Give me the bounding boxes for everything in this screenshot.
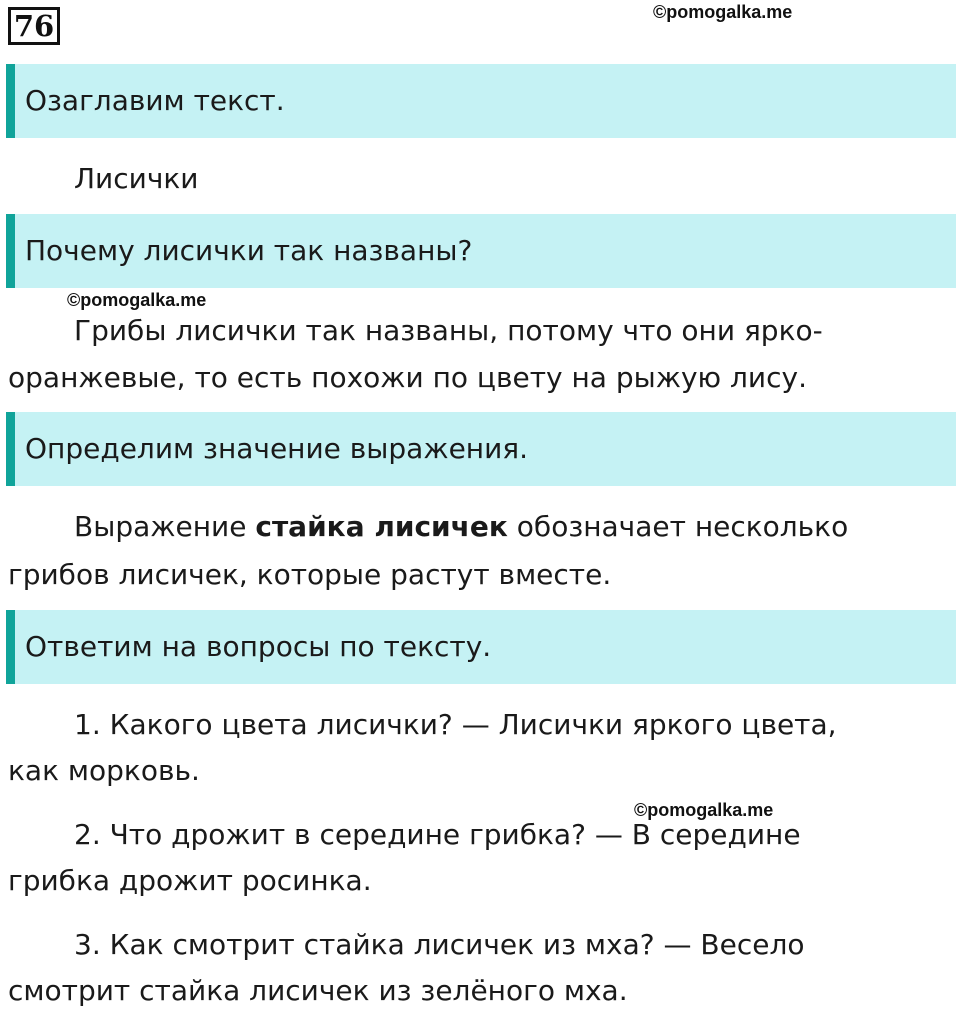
answer-meaning-line2: грибов лисичек, которые растут вместе. <box>8 558 612 591</box>
section-answer-title: Лисички <box>74 162 199 195</box>
task-number: 76 <box>8 7 60 45</box>
qa-1-line1: 1. Какого цвета лисички? — Лисички яркого цвета, <box>74 708 837 741</box>
answer-why-line1: Грибы лисички так названы, потому что они ярко- <box>74 314 823 347</box>
section-header-why: Почему лисички так названы? <box>6 214 956 288</box>
section-header-title: Озаглавим текст. <box>6 64 956 138</box>
section-header-meaning: Определим значение выражения. <box>6 412 956 486</box>
watermark-bottom: ©pomogalka.me <box>634 800 774 820</box>
section-header-questions: Ответим на вопросы по тексту. <box>6 610 956 684</box>
qa-2-line1: 2. Что дрожит в середине грибка? — В середине <box>74 818 801 851</box>
watermark-middle: ©pomogalka.me <box>67 290 207 310</box>
answer-meaning-phrase: стайка лисичек <box>255 510 508 543</box>
qa-3-line1: 3. Как смотрит стайка лисичек из мха? — Весело <box>74 928 805 961</box>
answer-meaning-suffix: обозначает несколько <box>507 510 849 543</box>
watermark-top: ©pomogalka.me <box>653 2 793 22</box>
qa-2-line2: грибка дрожит росинка. <box>8 864 372 897</box>
answer-meaning-prefix: Выражение <box>74 510 256 543</box>
qa-1-line2: как морковь. <box>8 754 200 787</box>
answer-meaning-line1 <box>8 502 848 551</box>
qa-3-line2: смотрит стайка лисичек из зелёного мха. <box>8 974 628 1007</box>
answer-why-line2: оранжевые, то есть похожи по цвету на рыжую лису. <box>8 361 807 394</box>
